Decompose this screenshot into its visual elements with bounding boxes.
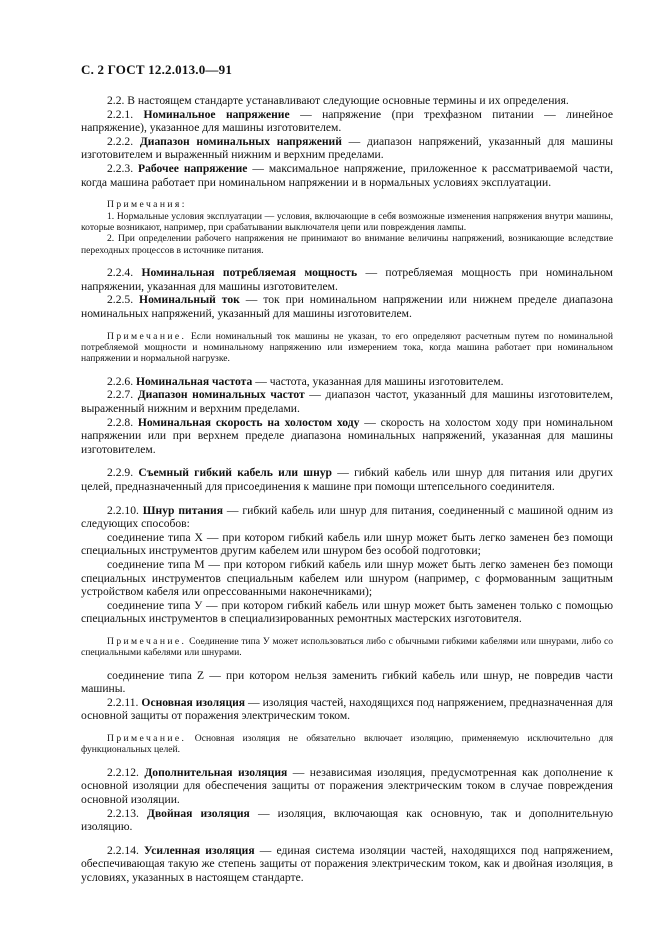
clause-2-2-2: 2.2.2. Диапазон номинальных напряжений — диапазон напряжений, указанный для машины изготовителем и выраженный нижним и верхним пределами. [81,134,613,162]
term: Дополнительная изоляция [144,765,288,779]
document-body [81,94,613,885]
clause-2-2-6: 2.2.6. Номинальная частота — частота, указанная для машины изготовителем. [107,374,504,388]
note-item: 2. При определении рабочего напряжения не принимают во внимание величины напряжений, возникающие вследствие переходных процессов в источнике питания. [81,233,613,256]
connection-type-z: соединение типа Z — при котором нельзя заменить гибкий кабель или шнур, не повредив части машины. [81,668,613,696]
term: Номинальное напряжение [143,107,290,121]
connection-type-y: соединение типа У — при котором гибкий кабель или шнур может быть заменен только с помощью специальных инструментов в специализированных ремонтных мастерских изготовителя. [81,598,613,626]
clause-2-2: 2.2. В настоящем стандарте устанавливают следующие основные термины и их определения. [107,94,569,107]
clause-2-2-1: 2.2.1. Номинальное напряжение — напряжение (при трехфазном питании — линейное напряжение), указанное для машины изготовителем. [81,107,613,135]
term: Диапазон номинальных частот [137,388,305,402]
note-2: Примечание. Если номинальный ток машины не указан, то его определяют расчетным путем по номинальной потребляемой мощности и номинальному напряжению или измерением тока, когда машина работает при номинальном напряжении и нормальной нагрузке. [81,330,613,365]
term: Усиленная изоляция [144,843,255,857]
clause-2-2-13: 2.2.13. Двойная изоляция — изоляция, включающая как основную, так и дополнительную изоляцию. [81,806,613,834]
term: Номинальная частота [135,374,253,388]
note-3: Примечание. Соединение типа У может использоваться либо с обычными гибкими кабелями или шнурами, либо со специальными кабелями или шнурами. [81,635,613,659]
term: Диапазон номинальных напряжений [139,134,342,148]
term: Двойная изоляция [147,806,250,820]
term: Рабочее напряжение [138,161,248,175]
connection-type-x: соединение типа X — при котором гибкий кабель или шнур может быть легко заменен без помощи специальных инструментов другим кабелем или шнуром без особой подготовки; [81,530,613,558]
clause-2-2-8: 2.2.8. Номинальная скорость на холостом ходу — скорость на холостом ходу при номинальном напряжении или при верхнем пределе диапазона номинальных напряжений, указанная для машины изготовителем. [81,415,613,456]
term: Номинальная скорость на холостом ходу [137,415,360,429]
clause-2-2-7: 2.2.7. Диапазон номинальных частот — диапазон частот, указанный для машины изготовителем, выраженный нижним и верхним пределами. [81,388,613,415]
term: Номинальный ток [139,293,240,307]
clause-2-2-3: 2.2.3. Рабочее напряжение — максимальное напряжение, приложенное к рассматриваемой части, когда машина работает при номинальном напряжении и в нормальных условиях эксплуатации. [81,161,613,189]
notes-label: Примечания: [107,199,187,211]
page-header: С. 2 ГОСТ 12.2.013.0—91 [81,62,233,77]
clause-2-2-9: 2.2.9. Съемный гибкий кабель или шнур — гибкий кабель или шнур для питания или других целей, предназначенный для присоединения к машине при помощи штепсельного соединителя. [81,466,613,493]
note-item: 1. Нормальные условия эксплуатации — условия, включающие в себя возможные изменения напряжения внутри машины, которые возникают, например, при срабатывании выключателя цепи или повреждения лампы. [81,210,613,233]
clause-2-2-12: 2.2.12. Дополнительная изоляция — независимая изоляция, предусмотренная как дополнение к основной изоляции для обеспечения защиты от поражения электрическим током в случае повреждения основной изоляции. [81,765,613,807]
connection-type-m: соединение типа M — при котором гибкий кабель или шнур может быть легко заменен без помощи специальных инструментов специальным кабелем или шнуром (например, с формованным защитным устройством кабеля или опрессованными наконечниками); [81,557,613,599]
clause-2-2-10: 2.2.10. Шнур питания — гибкий кабель или шнур для питания, соединенный с машиной одним из следующих способов: [81,503,614,531]
clause-2-2-11: 2.2.11. Основная изоляция — изоляция частей, находящихся под напряжением, предназначенная для основной защиты от поражения электрическим током. [81,695,613,723]
term: Шнур питания [142,503,223,517]
term: Основная изоляция [141,695,246,709]
clause-2-2-4: 2.2.4. Номинальная потребляемая мощность — потребляемая мощность при номинальном напряжении, указанная для машины изготовителем. [81,266,614,293]
clause-2-2-5: 2.2.5. Номинальный ток — ток при номинальном напряжении или нижнем пределе диапазона номинальных напряжений, указанный для машины изготовителем. [81,293,614,320]
term: Съемный гибкий кабель или шнур [138,466,332,480]
clause-2-2-14: 2.2.14. Усиленная изоляция — единая система изоляции частей, находящихся под напряжением, обеспечивающая такую же степень защиты от поражения электрическим током, как и двойная изоляция, в условиях, указанных в настоящем стандарте. [81,843,614,885]
note-4: Примечание. Основная изоляция не обязательно включает изоляцию, применяемую исключительно для функциональных целей. [81,733,613,756]
term: Номинальная потребляемая мощность [141,266,358,280]
